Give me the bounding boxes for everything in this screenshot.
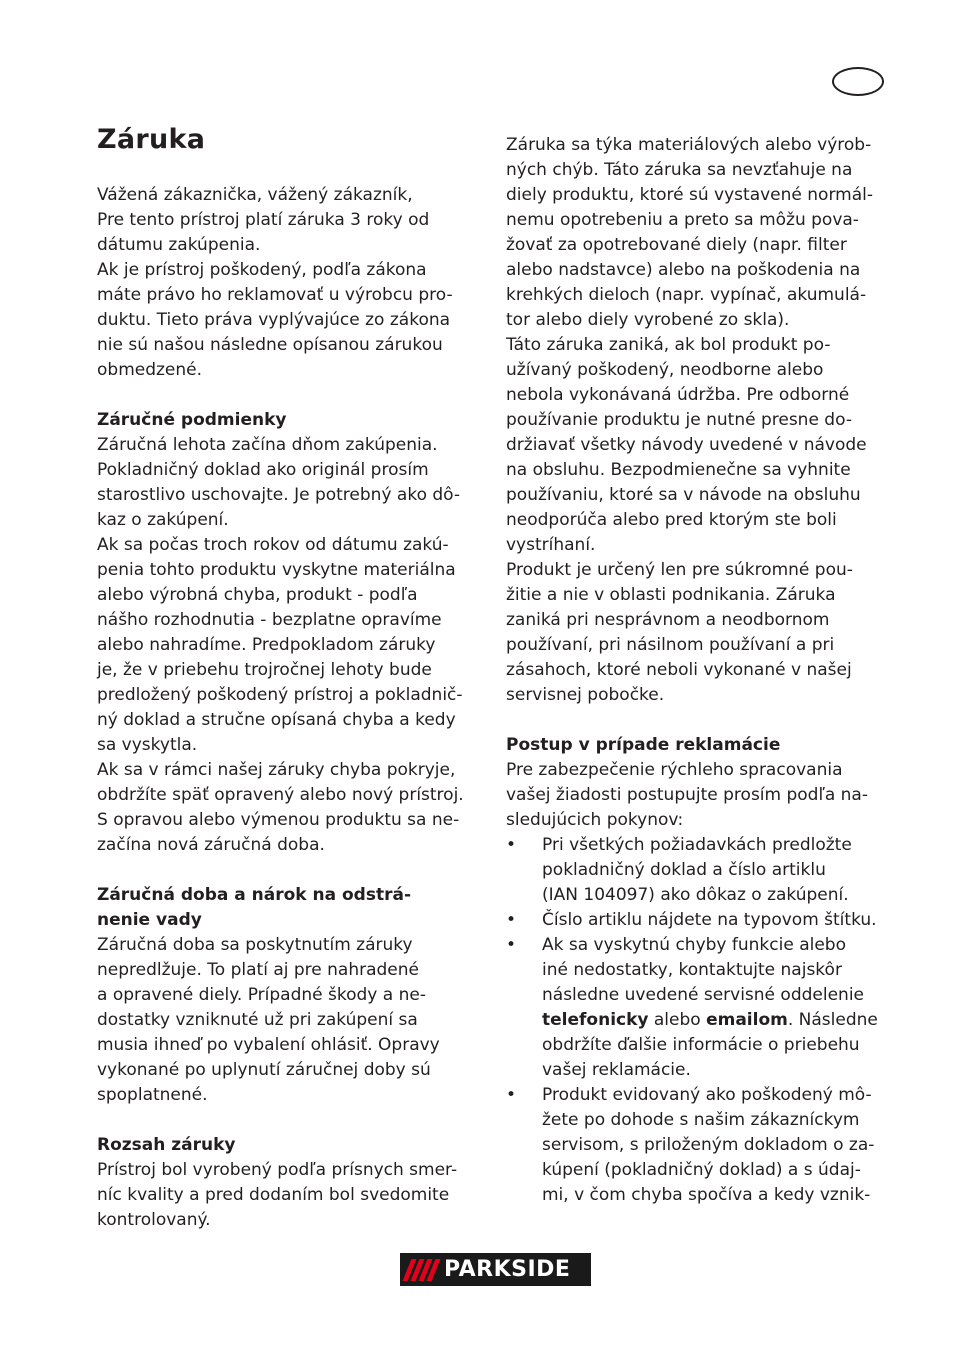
text-line: kontrolovaný. <box>97 1210 211 1230</box>
text-line: začína nová záručná doba. <box>97 835 325 855</box>
text-line: zásahoch, ktoré neboli vykonané v našej <box>506 660 852 680</box>
section-heading: Záručná doba a nárok na odstrá- <box>97 885 412 905</box>
text-line: tor alebo diely vyrobené zo skla). <box>506 310 790 330</box>
text-line: dátumu zakúpenia. <box>97 235 261 255</box>
text-line: držiavať všetky návody uvedené v návode <box>506 435 867 455</box>
text-line: alebo nadstavce) alebo na poškodenia na <box>506 260 861 280</box>
text-line: vystríhaní. <box>506 535 596 555</box>
text-line: Ak sa počas troch rokov od dátumu zakú- <box>97 535 449 555</box>
text-segment: . Následne <box>787 1010 878 1030</box>
bullet-icon: • <box>506 935 517 955</box>
text-line: používaní, pri násilnom používaní a pri <box>506 635 835 655</box>
text-line: nie sú našou následne opísanou zárukou <box>97 335 443 355</box>
text-line: Vážená zákaznička, vážený zákazník, <box>97 185 413 205</box>
text-line: Produkt je určený len pre súkromné pou- <box>506 560 853 580</box>
parkside-logo <box>400 1253 591 1286</box>
text-line: starostlivo uschovajte. Je potrebný ako dô- <box>97 485 461 505</box>
bold-text: telefonicky <box>542 1010 649 1030</box>
text-line: alebo nahradíme. Predpokladom záruky <box>97 635 436 655</box>
logo-text: PARKSIDE <box>444 1257 571 1282</box>
text-line: vašej žiadosti postupujte prosím podľa na- <box>506 785 868 805</box>
text-line: krehkých dieloch (napr. vypínač, akumulá- <box>506 285 867 305</box>
text-line: Pre tento prístroj platí záruka 3 roky od <box>97 210 430 230</box>
text-line: Ak sa v rámci našej záruky chyba pokryje, <box>97 760 456 780</box>
section-heading: Záručné podmienky <box>97 410 287 430</box>
text-line: žitie a nie v oblasti podnikania. Záruka <box>506 585 836 605</box>
text-line: Záruka sa týka materiálových alebo výrob- <box>506 135 872 155</box>
bullet-icon: • <box>506 910 517 930</box>
text-segment: alebo <box>648 1010 707 1030</box>
logo-stripes-icon <box>407 1259 436 1281</box>
text-line: sledujúcich pokynov: <box>506 810 684 830</box>
text-line: diely produktu, ktoré sú vystavené normál- <box>506 185 873 205</box>
text-line: penia tohto produktu vyskytne materiálna <box>97 560 456 580</box>
text-line: používanie produktu je nutné presne do- <box>506 410 852 430</box>
text-line: ných chýb. Táto záruka sa nevzťahuje na <box>506 160 853 180</box>
bold-text: emailom <box>706 1010 788 1030</box>
text-line: nebola vykonávaná údržba. Pre odborné <box>506 385 850 405</box>
bullet-text: Číslo artiklu nájdete na typovom štítku. <box>542 910 877 930</box>
text-line: Pokladničný doklad ako originál prosím <box>97 460 429 480</box>
text-line: vykonané po uplynutí záručnej doby sú <box>97 1060 431 1080</box>
section-heading: Postup v prípade reklamácie <box>506 735 781 755</box>
page-title: Záruka <box>97 124 206 155</box>
text-line: Táto záruka zaniká, ak bol produkt po- <box>506 335 831 355</box>
text-line: níc kvality a pred dodaním bol svedomite <box>97 1185 450 1205</box>
text-line: máte právo ho reklamovať u výrobcu pro- <box>97 285 453 305</box>
text-line: nepredlžuje. To platí aj pre nahradené <box>97 960 419 980</box>
bullet-icon: • <box>506 835 517 855</box>
section-heading: nenie vady <box>97 910 202 930</box>
text-line: sa vyskytla. <box>97 735 198 755</box>
text-line: a opravené diely. Prípadné škody a ne- <box>97 985 426 1005</box>
text-line: musia ihneď po vybalení ohlásiť. Opravy <box>97 1035 440 1055</box>
text-line: duktu. Tieto práva vyplývajúce zo zákona <box>97 310 451 330</box>
text-line: spoplatnené. <box>97 1085 208 1105</box>
bullet-text: Produkt evidovaný ako poškodený mô- <box>542 1085 872 1105</box>
text-line: dostatky vzniknuté už pri zakúpení sa <box>97 1010 418 1030</box>
bullet-text: Pri všetkých požiadavkách predložte <box>542 835 852 855</box>
text-line: žovať za opotrebované diely (napr. filter <box>506 235 847 255</box>
text-line: nášho rozhodnutia - bezplatne opravíme <box>97 610 442 630</box>
text-line: neodporúča alebo pred ktorým ste boli <box>506 510 837 530</box>
text-line: je, že v priebehu trojročnej lehoty bude <box>97 660 432 680</box>
text-line: obmedzené. <box>97 360 203 380</box>
text-line: používaniu, ktoré sa v návode na obsluhu <box>506 485 861 505</box>
language-badge <box>832 67 884 96</box>
text-line: kaz o zakúpení. <box>97 510 229 530</box>
text-line: Záručná doba sa poskytnutím záruky <box>97 935 413 955</box>
text-line: S opravou alebo výmenou produktu sa ne- <box>97 810 460 830</box>
text-line: servisnej pobočke. <box>506 685 665 705</box>
text-line: Ak je prístroj poškodený, podľa zákona <box>97 260 427 280</box>
text-line: obdržíte späť opravený alebo nový prístroj. <box>97 785 464 805</box>
text-line: užívaný poškodený, neodborne alebo <box>506 360 824 380</box>
section-heading: Rozsah záruky <box>97 1135 236 1155</box>
text-line: nemu opotrebeniu a preto sa môžu pova- <box>506 210 859 230</box>
text-line: Pre zabezpečenie rýchleho spracovania <box>506 760 843 780</box>
bullet-text: Ak sa vyskytnú chyby funkcie alebo <box>542 935 846 955</box>
bullet-icon: • <box>506 1085 517 1105</box>
text-line: Záručná lehota začína dňom zakúpenia. <box>97 435 438 455</box>
text-line: Prístroj bol vyrobený podľa prísnych smer- <box>97 1160 458 1180</box>
text-line: alebo výrobná chyba, produkt - podľa <box>97 585 418 605</box>
text-line: ný doklad a stručne opísaná chyba a kedy <box>97 710 456 730</box>
text-line: na obsluhu. Bezpodmienečne sa vyhnite <box>506 460 851 480</box>
text-line: predložený poškodený prístroj a pokladnič- <box>97 685 463 705</box>
text-line: zaniká pri nesprávnom a neodbornom <box>506 610 830 630</box>
